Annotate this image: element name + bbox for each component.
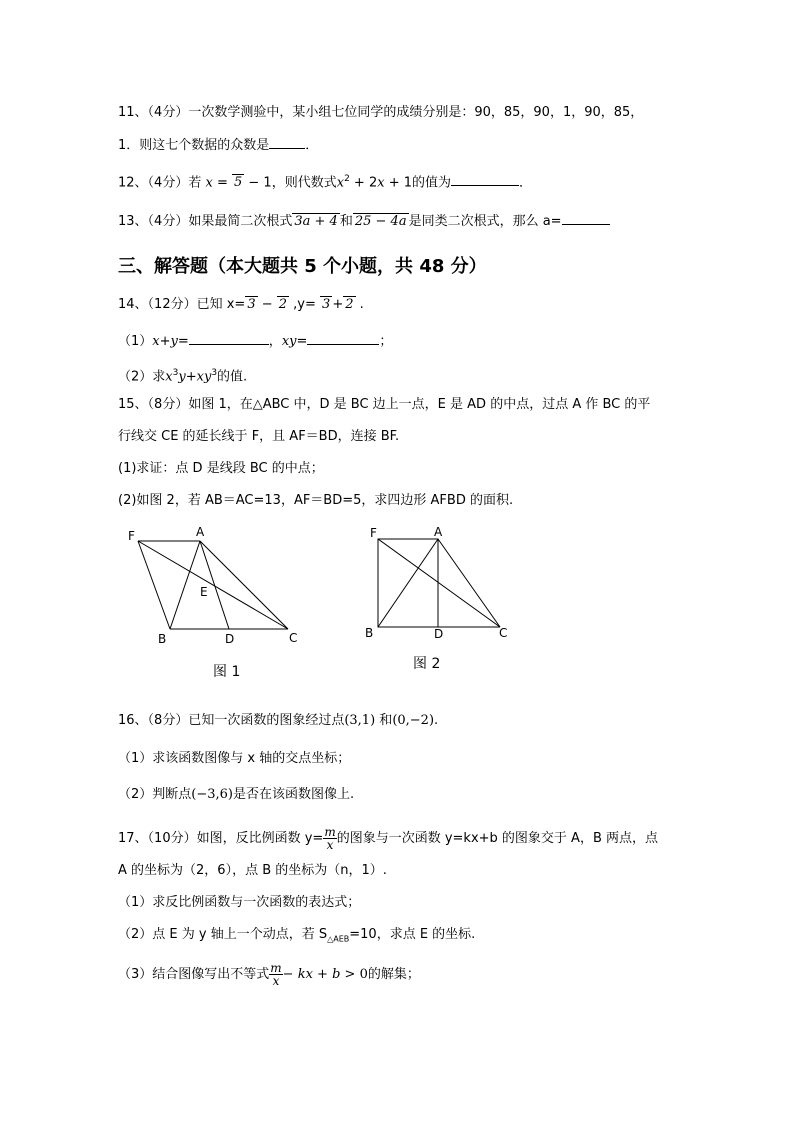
q12-pre: 12、（4分）若 — [118, 175, 202, 191]
figure-1-caption: 图 1 — [213, 664, 241, 680]
label-C: C — [289, 631, 298, 645]
q17-subscript: △AEB — [327, 934, 350, 944]
q17-line4 — [118, 926, 475, 949]
q15-line1: 15、（8分）如图 1，在△ABC 中，D 是 BC 边上一点，E 是 AD 的中点，过点 A 作 BC 的平 — [118, 397, 651, 412]
q14-p2-label: （2）求 — [118, 369, 166, 385]
label-A: A — [196, 525, 205, 539]
q17-pre: 17、（10分）如图，反比例函数 y= — [118, 831, 324, 846]
label-D: D — [434, 627, 444, 641]
q17-post: 的图象与一次函数 y=kx+b 的图象交于 A，B 两点，点 — [336, 831, 658, 846]
figure-1 — [120, 522, 310, 652]
q17-line4-pre: （2）点 E 为 y 轴上一个动点，若 S — [118, 927, 328, 942]
q15-line2: 行线交 CE 的延长线于 F，且 AF＝BD，连接 BF. — [118, 429, 400, 444]
q13-line: 13、（4分）如果最简二次根式 3a + 4 和 25 − 4a 是同类二次根式，那么 a= — [118, 212, 610, 231]
q15-line4: (2)如图 2，若 AB＝AC=13，AF＝BD=5，求四边形 AFBD 的面积. — [118, 493, 514, 508]
figure-2-caption: 图 2 — [413, 656, 441, 672]
figure-2 — [362, 520, 522, 650]
q11-line2 — [118, 136, 318, 155]
q14-p2-post: 的值. — [217, 369, 248, 385]
label-C: C — [499, 626, 508, 640]
q16-and: 和 — [379, 713, 393, 728]
q16-line3: （2）判断点(−3,6)是否在该函数图像上. — [118, 787, 355, 802]
q16-line2: （1）求该函数图像与 x 轴的交点坐标； — [118, 751, 351, 766]
q11-text: 1．则这七个数据的众数是 — [118, 138, 270, 153]
q12-mid: ，则代数式 — [271, 175, 337, 191]
q14-part1: （1）x+y= ，xy= ； — [118, 334, 393, 349]
q15-line3: (1)求证：点 D 是线段 BC 的中点； — [118, 461, 324, 476]
label-F: F — [370, 526, 377, 540]
label-B: B — [365, 626, 374, 640]
label-E: E — [200, 585, 208, 599]
q17-line5-pre: （3）结合图像写出不等式 — [118, 967, 270, 982]
q14-p1-sep: ， — [268, 334, 282, 349]
answer-blank — [269, 136, 305, 149]
answer-blank — [562, 212, 610, 225]
section-title: 三、解答题（本大题共 5 个小题，共 48 分） — [118, 256, 487, 277]
q13-post: 是同类二次根式，那么 a= — [408, 214, 562, 229]
q16-line3-post: 是否在该函数图像上. — [233, 787, 355, 802]
q17-line2: A 的坐标为（2，6），点 B 的坐标为（n，1）. — [118, 863, 387, 878]
q17-line4-post: =10，求点 E 的坐标. — [349, 927, 476, 942]
q14-p1-label: （1） — [118, 334, 153, 349]
answer-blank — [189, 332, 269, 345]
answer-blank — [451, 173, 519, 186]
q17-line1: 17、（10分）如图，反比例函数 y= $\frac{m}{x}$ 的图象与一次函数 y=kx+b 的图象交于 A，B 两点，点 — [118, 825, 658, 852]
q13-pre: 13、（4分）如果最简二次根式 — [118, 214, 293, 229]
q12-line: 12、（4分）若 x = 5 − 1，则代数式$x^2 + 2x + 1$的值为 ． — [118, 174, 533, 191]
label-A: A — [434, 525, 443, 539]
q12-end: ． — [519, 175, 533, 191]
q14-stem-text: 14、（12分）已知 x= — [118, 297, 246, 312]
q17-line3: （1）求反比例函数与一次函数的表达式； — [118, 895, 361, 910]
q11-end: ． — [305, 138, 319, 153]
label-D: D — [225, 632, 235, 646]
q14-stem: 14、（12分）已知 x= 3 − 2 ,y= 3 + 2 . — [118, 297, 364, 312]
q16-text: 16、（8分）已知一次函数的图象经过点 — [118, 713, 345, 728]
label-F: F — [128, 529, 135, 543]
q13-and: 和 — [339, 214, 353, 229]
q12-post: 的值为 — [412, 175, 452, 191]
q17-line5: （3）结合图像写出不等式 $\frac{m}{x}$ − kx + b > 0的解集； — [118, 961, 420, 988]
q16-line3-pre: （2）判断点 — [118, 787, 192, 802]
q11-line1: 11、（4分）一次数学测验中，某小组七位同学的成绩分别是：90，85，90，1，90，85， — [118, 105, 644, 120]
q16-line1: 16、（8分）已知一次函数的图象经过点(3,1) 和(0,−2). — [118, 713, 439, 728]
label-B: B — [158, 632, 167, 646]
q14-part2: （2）求$x^3y+xy^3$的值. — [118, 368, 248, 385]
answer-blank — [307, 332, 379, 345]
q17-line5-post: 的解集； — [367, 967, 420, 982]
